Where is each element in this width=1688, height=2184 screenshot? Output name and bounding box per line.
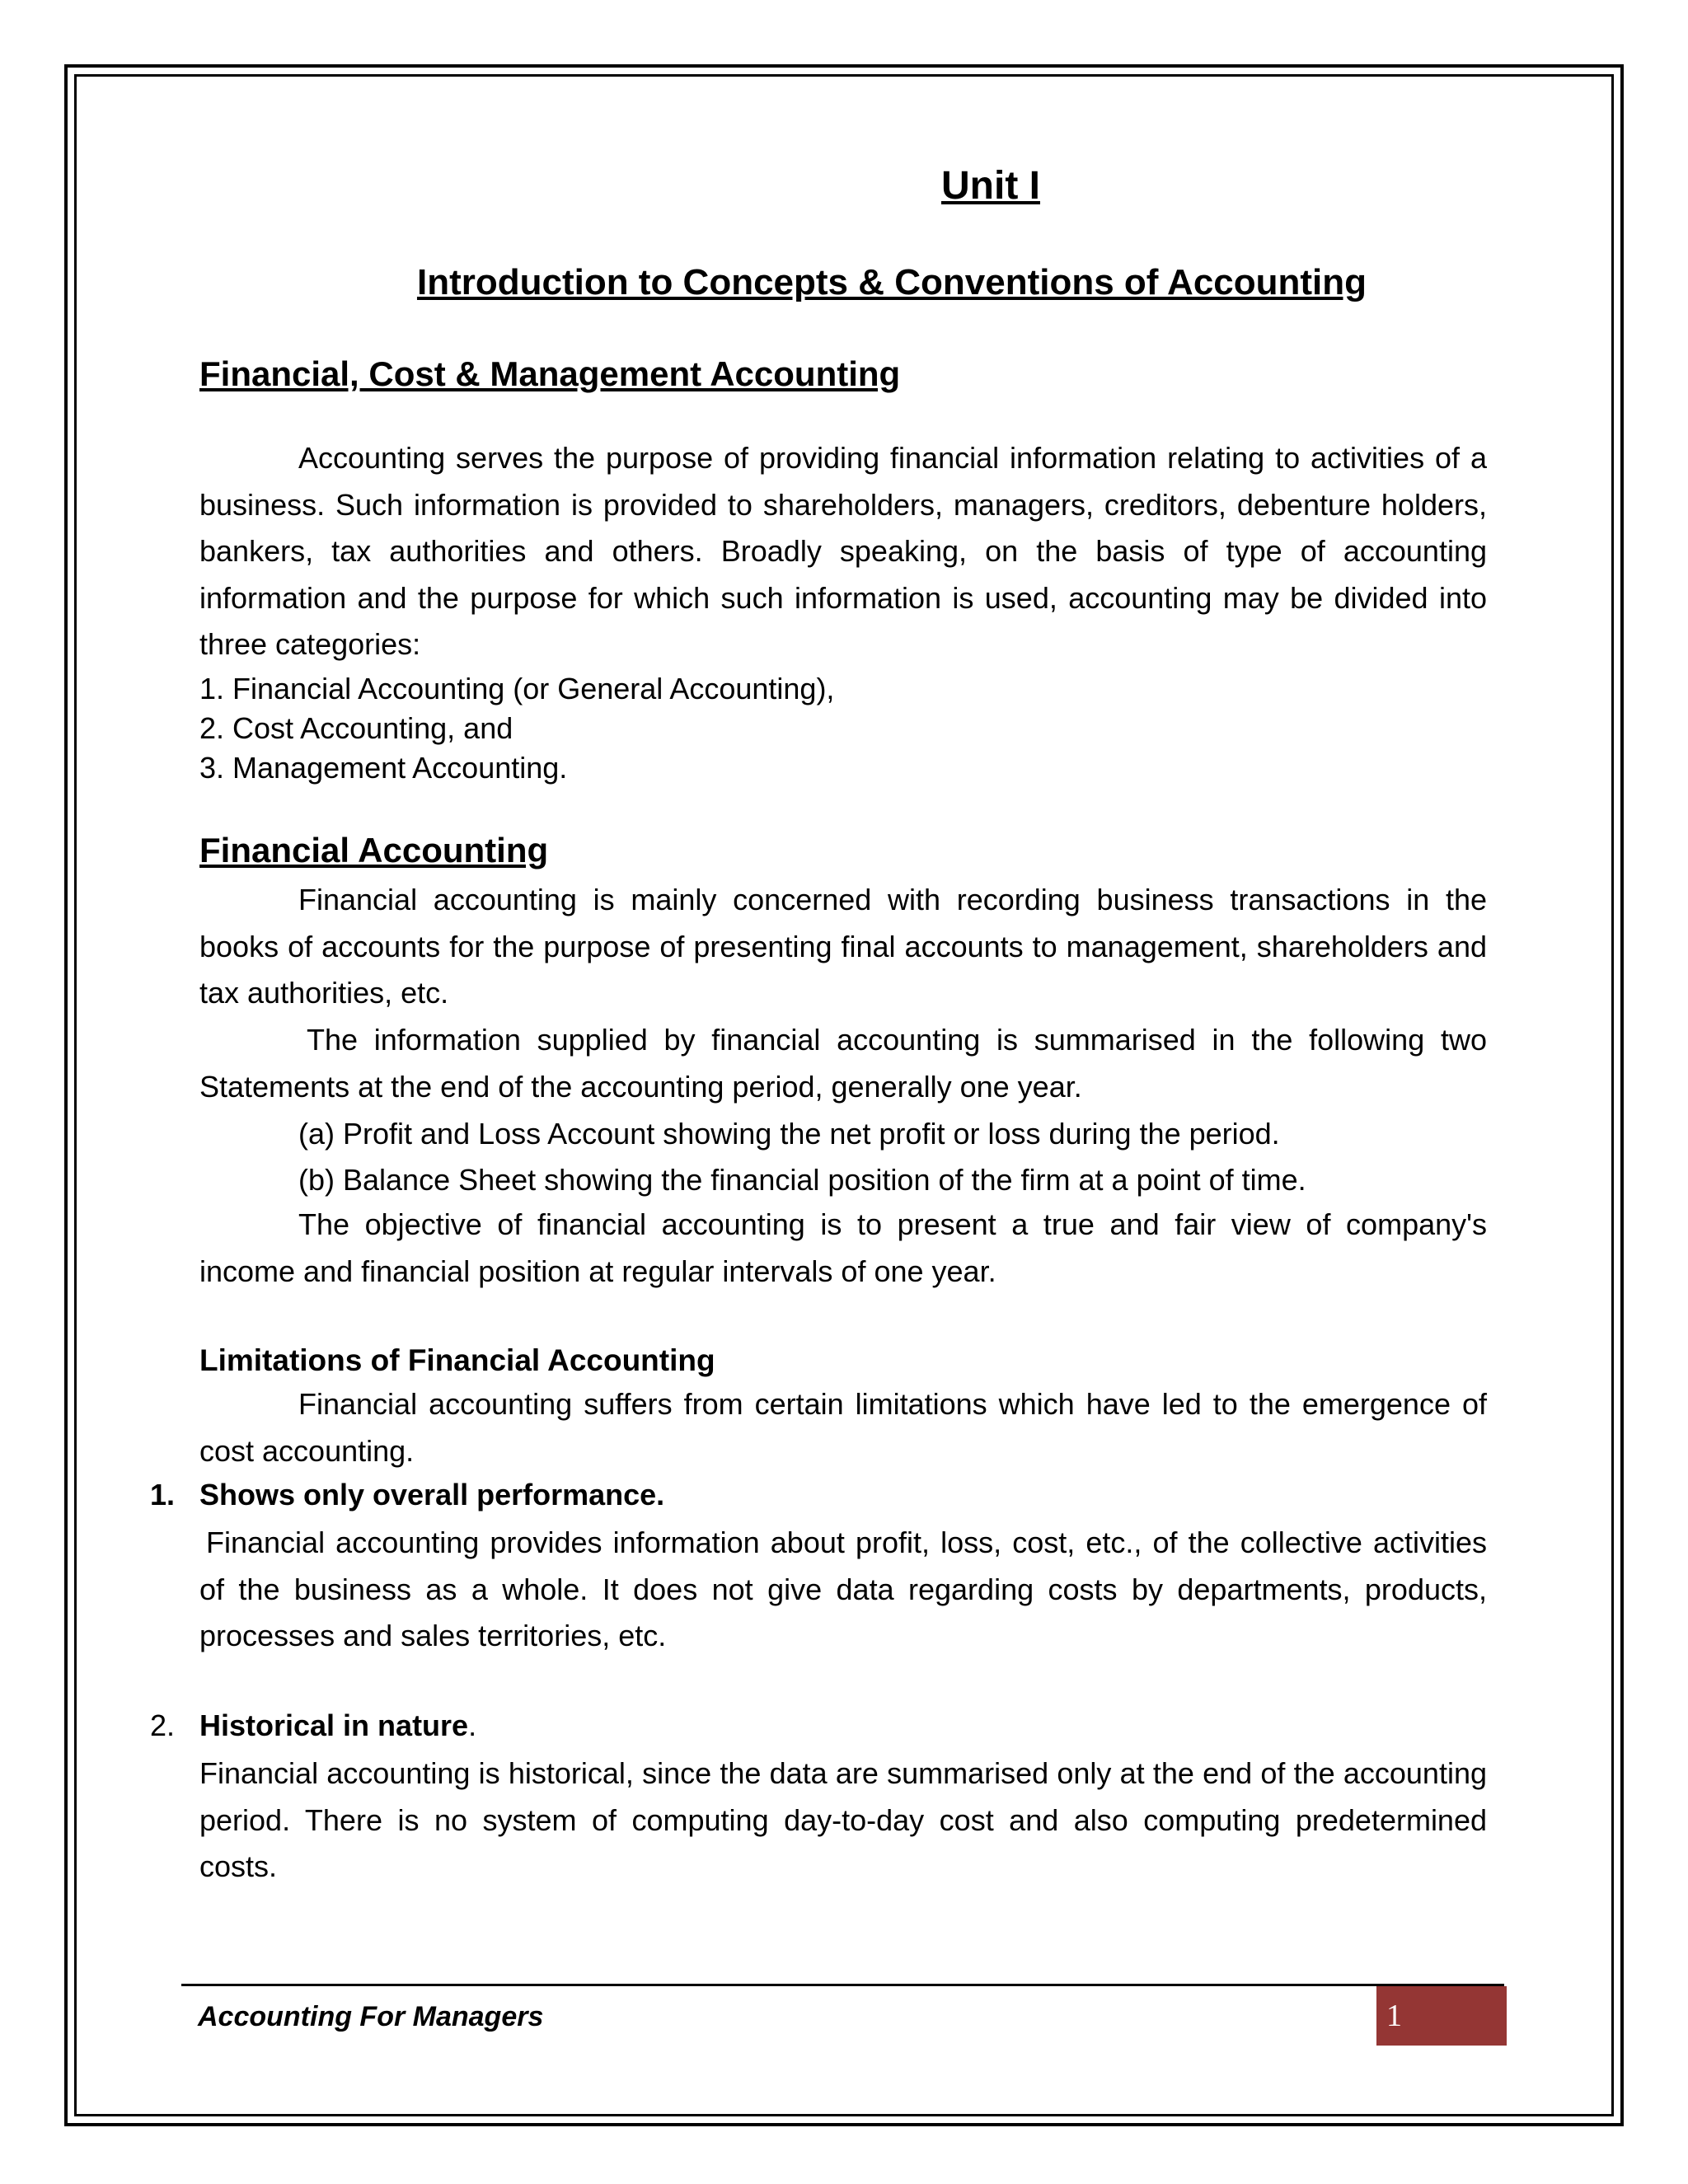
category-list-item: 1. Financial Accounting (or General Accounting), [199,672,835,705]
limitation-2-text: Financial accounting is historical, since the data are summarised only at the end of the accounting period. There is no system of computing day-to-day cost and also computing predetermined costs. [199,1756,1487,1883]
section-heading-financial-cost-management: Financial, Cost & Management Accounting [199,354,901,393]
footer-rule [181,1984,1504,1986]
section-heading-limitations: Limitations of Financial Accounting [199,1343,715,1377]
chapter-title: Introduction to Concepts & Conventions of Accounting [416,262,1367,302]
category-list-item: 2. Cost Accounting, and [199,711,513,745]
section-heading-financial-accounting: Financial Accounting [199,831,549,869]
limitation-number: 2. [150,1708,176,1742]
financial-accounting-paragraph-1: Financial accounting is mainly concerned with recording business transactions in the books of accounts for the purpose of presenting final accounts to management, shareholders and tax authorities, etc. [199,883,1487,1010]
intro-paragraph: Accounting serves the purpose of providing financial information relating to activities of a business. Such information is provided to shareholders, managers, creditors, debenture holders, bankers, tax authorities and others. Broadly speaking, on the basis of type of accounting information and the purpose for which such information is used, accounting may be divided into three categories: [199,441,1487,661]
footer-title: Accounting For Managers [198,2001,544,2032]
limitation-title: Historical in nature [199,1708,469,1742]
limitation-title: Shows only overall performance. [199,1478,665,1511]
page-number-badge: 1 [1376,1986,1507,2046]
financial-accounting-objective: The objective of financial accounting is to present a true and fair view of company's income and financial position at regular intervals of one year. [199,1207,1487,1288]
limitation-1-text: Financial accounting provides information about profit, loss, cost, etc., of the collective activities of the business as a whole. It does not give data regarding costs by departments, products, processes and sales territories, etc. [199,1526,1487,1652]
limitation-title-suffix: . [468,1708,477,1742]
financial-accounting-paragraph-2: The information supplied by financial accounting is summarised in the following two Statements at the end of the accounting period, generally one year. [199,1023,1487,1104]
statement-item-a: (a) Profit and Loss Account showing the net profit or loss during the period. [298,1117,1280,1151]
limitations-intro: Financial accounting suffers from certain limitations which have led to the emergence of cost accounting. [199,1387,1487,1468]
limitation-2-heading [150,1706,477,1746]
statement-item-b: (b) Balance Sheet showing the financial position of the firm at a point of time. [298,1163,1306,1197]
category-list-item: 3. Management Accounting. [199,751,568,785]
limitation-number: 1. [150,1478,176,1511]
unit-title: Unit I [941,164,1040,208]
limitation-1-heading [150,1475,665,1515]
